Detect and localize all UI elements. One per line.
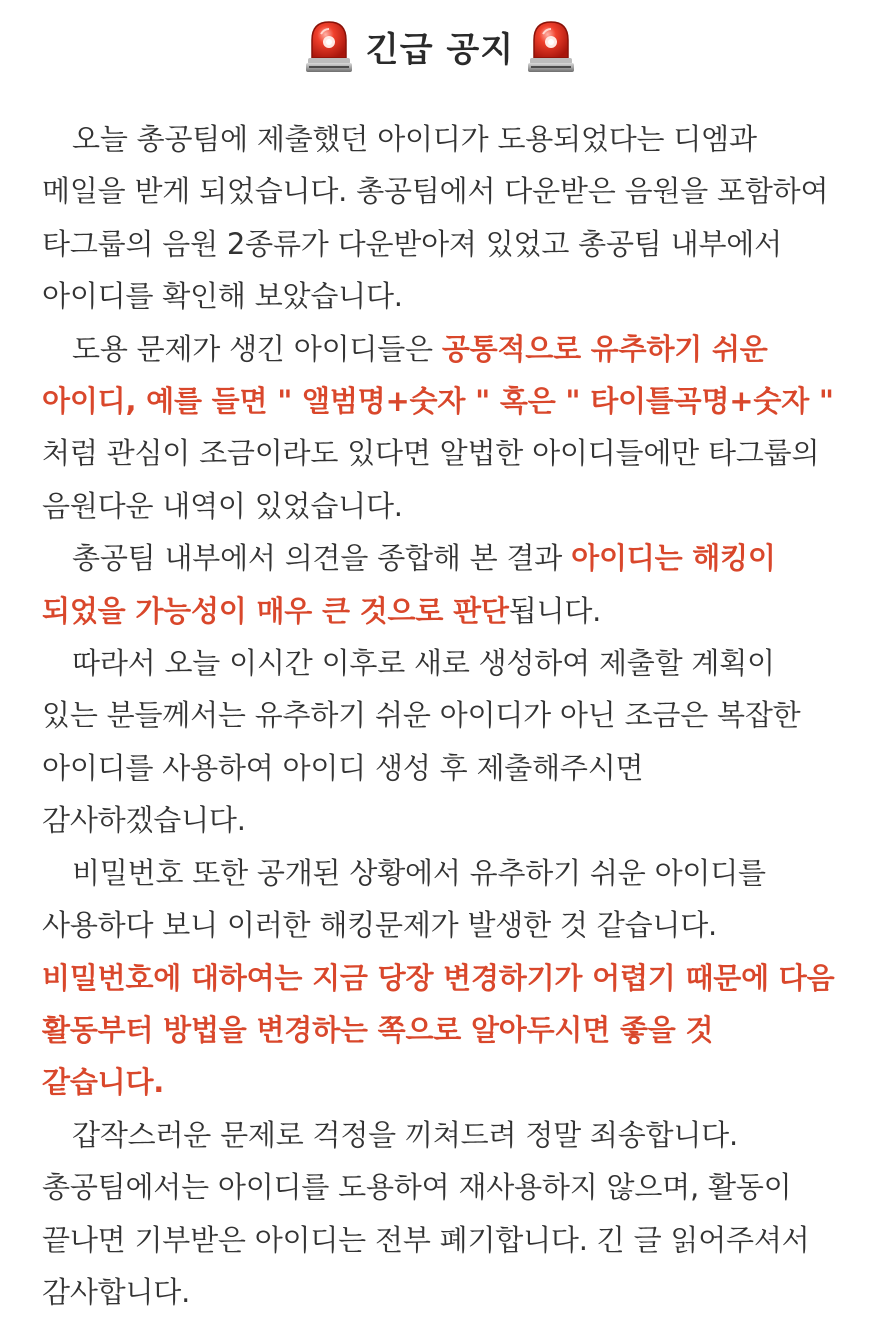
siren-icon xyxy=(306,18,352,74)
paragraph-text: 비밀번호 또한 공개된 상황에서 유추하기 쉬운 아이디를 사용하다 보니 이러한 해킹문제가 발생한 것 같습니다. xyxy=(42,855,766,943)
paragraph-text: 됩니다. xyxy=(508,593,602,628)
paragraph-6 xyxy=(42,1109,838,1318)
notice-body xyxy=(42,113,838,1318)
highlighted-text: 아이디는 해킹이 되었을 가능성이 매우 큰 것으로 판단 xyxy=(42,541,776,628)
paragraph-text: 따라서 오늘 이시간 이후로 새로 생성하여 제출할 계획이 있는 분들께서는 유추하기 쉬운 아이디가 아닌 조금은 복잡한 아이디를 사용하여 아이디 생성 후 제출해주시면 감사하겠습니다. xyxy=(42,646,801,838)
paragraph-text: 총공팀 내부에서 의견을 종합해 본 결과 xyxy=(72,541,572,576)
paragraph-2 xyxy=(42,323,838,533)
paragraph-text: 오늘 총공팀에 제출했던 아이디가 도용되었다는 디엠과 메일을 받게 되었습니다. 총공팀에서 다운받은 음원을 포함하여 타그룹의 음원 2종류가 다운받아져 있었고 총공팀 내부에서 아이디를 확인해 보았습니다. xyxy=(42,122,829,314)
paragraph-1 xyxy=(42,113,838,323)
highlighted-text: 비밀번호에 대하여는 지금 당장 변경하기가 어렵기 때문에 다음 활동부터 방법을 변경하는 쪽으로 알아두시면 좋을 것 같습니다. xyxy=(42,960,835,1100)
paragraph-text: 처럼 관심이 조금이라도 있다면 알법한 아이디들에만 타그룹의 음원다운 내역이 있었습니다. xyxy=(42,436,820,523)
notice-header xyxy=(42,0,838,88)
paragraph-5 xyxy=(42,847,838,1109)
paragraph-3 xyxy=(42,532,838,637)
paragraph-text: 갑작스러운 문제로 걱정을 끼쳐드려 정말 죄송합니다. 총공팀에서는 아이디를 도용하여 재사용하지 않으며, 활동이 끝나면 기부받은 아이디는 전부 폐기합니다. 긴 글 읽어주셔서 감사합니다. xyxy=(42,1117,810,1309)
siren-icon xyxy=(528,18,574,74)
paragraph-4 xyxy=(42,637,838,847)
highlighted-text: 공통적으로 유추하기 쉬운 아이디, 예를 들면 " 앨범명+숫자 " 혹은 " 타이틀곡명+숫자 " xyxy=(42,331,834,419)
paragraph-text: 도용 문제가 생긴 아이디들은 xyxy=(72,331,442,366)
notice-title: 긴급 공지 xyxy=(365,29,515,70)
